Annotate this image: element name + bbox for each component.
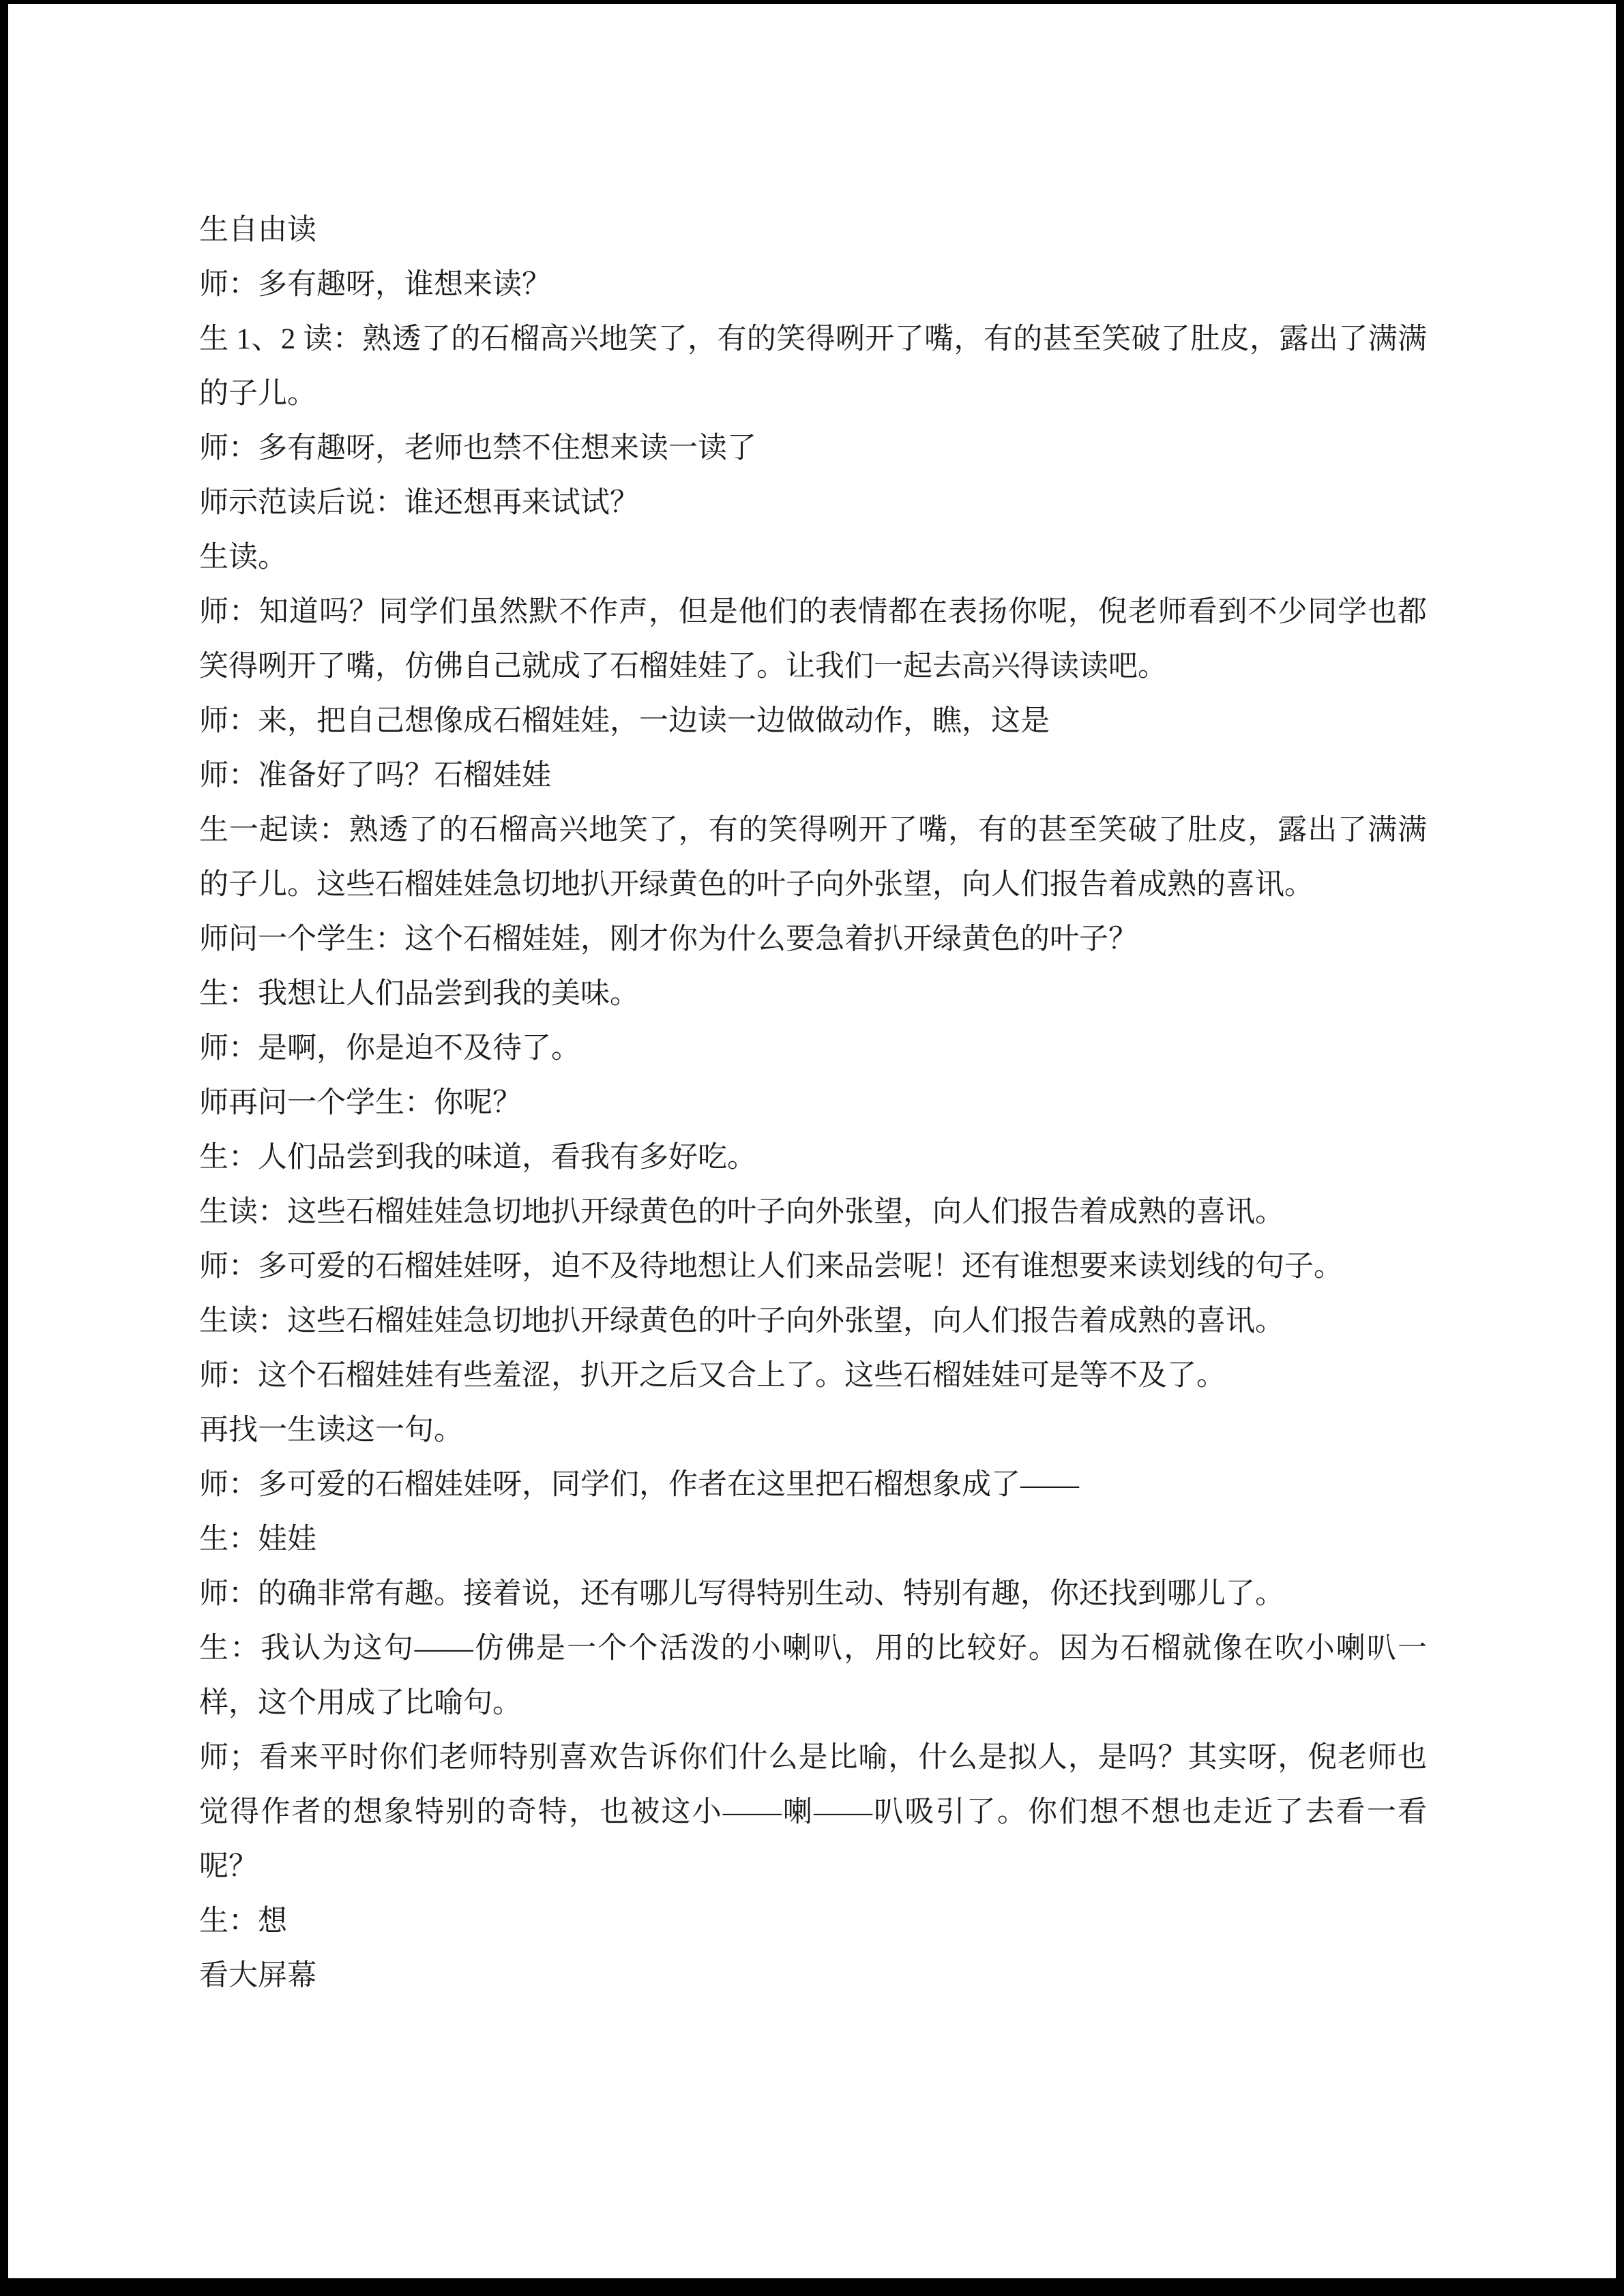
paragraph: 师：知道吗？同学们虽然默不作声，但是他们的表情都在表扬你呢，倪老师看到不少同学也都笑得咧开了嘴，仿佛自己就成了石榴娃娃了。让我们一起去高兴得读读吧。 [199,596,1427,683]
paragraph: 生：我想让人们品尝到我的美味。 [199,978,639,1010]
paragraph: 生读：这些石榴娃娃急切地扒开绿黄色的叶子向外张望，向人们报告着成熟的喜讯。 [199,1305,1284,1337]
paragraph: 看大屏幕 [199,1960,316,1992]
paragraph: 师再问一个学生：你呢？ [199,1087,522,1119]
paragraph: 师：来，把自己想像成石榴娃娃，一边读一边做做动作，瞧，这是 [199,705,1050,737]
paragraph: 生：想 [199,1905,287,1937]
paragraph: 生读：这些石榴娃娃急切地扒开绿黄色的叶子向外张望，向人们报告着成熟的喜讯。 [199,1196,1284,1228]
paragraph: 生 1、2 读：熟透了的石榴高兴地笑了，有的笑得咧开了嘴，有的甚至笑破了肚皮，露出了满满的子儿。 [199,323,1427,410]
paragraph: 生自由读 [199,214,316,246]
paragraph: 师示范读后说：谁还想再来试试？ [199,487,639,519]
paragraph: 师：多可爱的石榴娃娃呀，迫不及待地想让人们来品尝呢！还有谁想要来读划线的句子。 [199,1251,1343,1283]
paragraph: 师问一个学生：这个石榴娃娃，刚才你为什么要急着扒开绿黄色的叶子？ [199,923,1138,955]
paragraph: 生读。 [199,541,287,573]
paragraph: 师：的确非常有趣。接着说，还有哪儿写得特别生动、特别有趣，你还找到哪儿了。 [199,1578,1284,1610]
paragraph: 师：是啊，你是迫不及待了。 [199,1032,580,1064]
paragraph: 师：准备好了吗？石榴娃娃 [199,760,551,792]
paragraph: 生：娃娃 [199,1523,316,1555]
paragraph: 师：多有趣呀，老师也禁不住想来读一读了 [199,432,756,464]
document-content [199,203,1427,2003]
paragraph: 师：这个石榴娃娃有些羞涩，扒开之后又合上了。这些石榴娃娃可是等不及了。 [199,1360,1226,1392]
paragraph: 生：我认为这句——仿佛是一个个活泼的小喇叭，用的比较好。因为石榴就像在吹小喇叭一样，这个用成了比喻句。 [199,1632,1427,1719]
document-page [8,4,1616,2278]
paragraph: 生一起读：熟透了的石榴高兴地笑了，有的笑得咧开了嘴，有的甚至笑破了肚皮，露出了满满的子儿。这些石榴娃娃急切地扒开绿黄色的叶子向外张望，向人们报告着成熟的喜讯。 [199,814,1427,901]
paragraph: 生：人们品尝到我的味道，看我有多好吃。 [199,1142,756,1174]
paragraph: 师：多有趣呀，谁想来读？ [199,269,551,301]
paragraph: 再找一生读这一句。 [199,1414,463,1446]
paragraph: 师：多可爱的石榴娃娃呀，同学们，作者在这里把石榴想象成了—— [199,1469,1079,1501]
paragraph: 师；看来平时你们老师特别喜欢告诉你们什么是比喻，什么是拟人，是吗？其实呀，倪老师也觉得作者的想象特别的奇特，也被这小——喇——叭吸引了。你们想不想也走近了去看一看呢？ [199,1742,1427,1883]
